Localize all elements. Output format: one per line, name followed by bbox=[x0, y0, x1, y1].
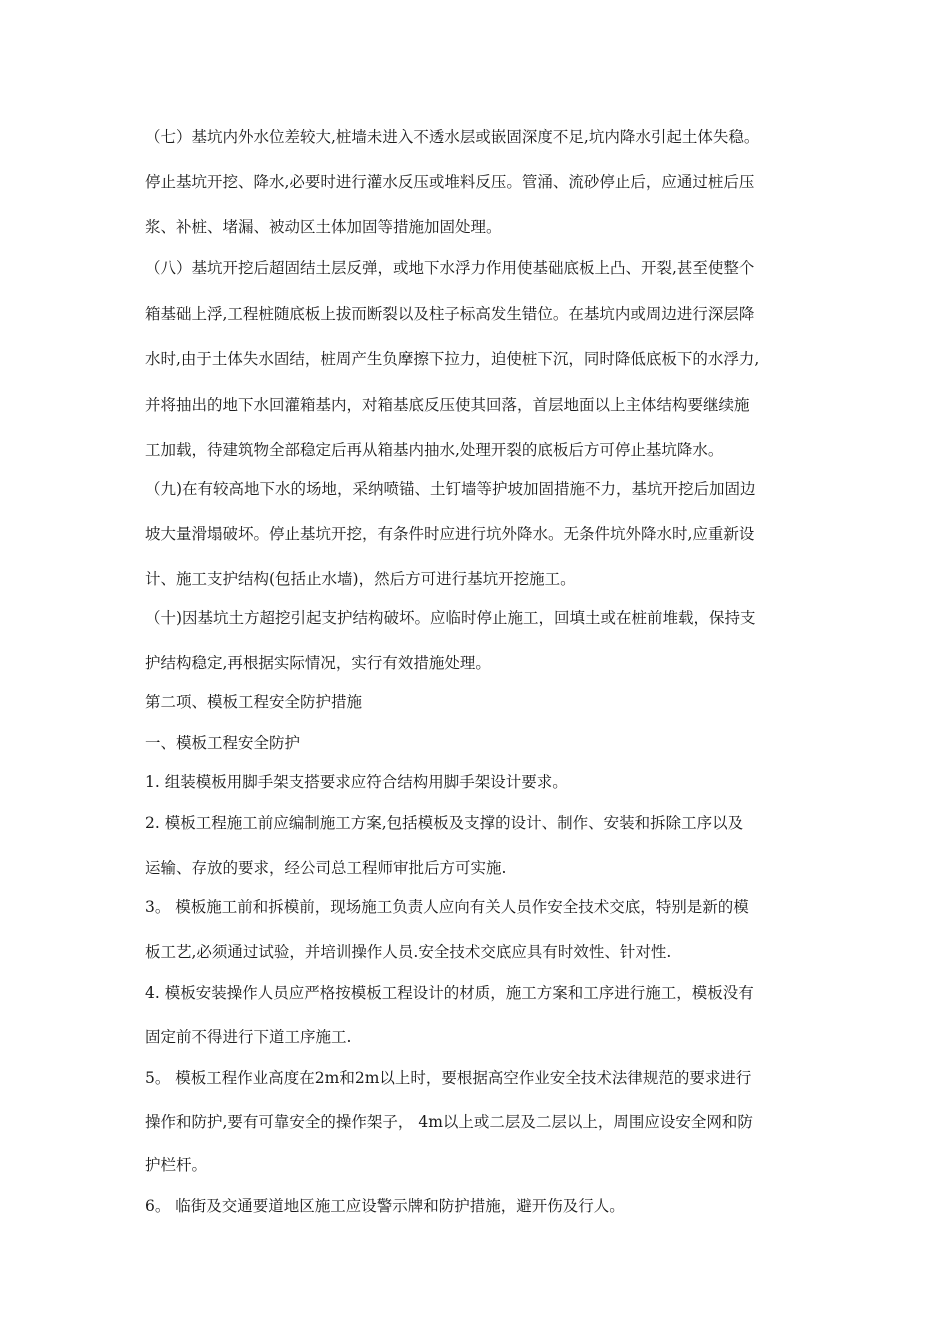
text-line: 护栏杆。 bbox=[145, 1156, 208, 1174]
text-line: 并将抽出的地下水回灌箱基内，对箱基底反压使其回落，首层地面以上主体结构要继续施 bbox=[145, 396, 750, 414]
text-line: （十)因基坑土方超挖引起支护结构破坏。应临时停止施工，回填土或在桩前堆载，保持支 bbox=[145, 609, 756, 627]
text-line: 板工艺,必须通过试验，并培训操作人员.安全技术交底应具有时效性、针对性. bbox=[145, 943, 672, 961]
text-line: 坡大量滑塌破坏。停止基坑开挖，有条件时应进行坑外降水。无条件坑外降水时,应重新设 bbox=[145, 525, 755, 543]
text-line: 2. 模板工程施工前应编制施工方案,包括模板及支撑的设计、制作、安装和拆除工序以及 bbox=[145, 814, 744, 832]
text-line: 3。 模板施工前和拆模前，现场施工负责人应向有关人员作安全技术交底，特别是新的模 bbox=[145, 898, 749, 916]
text-line: 护结构稳定,再根据实际情况，实行有效措施处理。 bbox=[145, 654, 491, 672]
text-line: 计、施工支护结构(包括止水墙)，然后方可进行基坑开挖施工。 bbox=[145, 570, 576, 588]
text-line: 停止基坑开挖、降水,必要时进行灌水反压或堆料反压。管涌、流砂停止后，应通过桩后压 bbox=[145, 173, 755, 191]
text-line: 6。 临街及交通要道地区施工应设警示牌和防护措施，避开伤及行人。 bbox=[145, 1197, 625, 1215]
text-line: 5。 模板工程作业高度在2m和2m以上时，要根据高空作业安全技术法律规范的要求进行 bbox=[145, 1069, 752, 1087]
text-line: 工加载，待建筑物全部稳定后再从箱基内抽水,处理开裂的底板后方可停止基坑降水。 bbox=[145, 441, 724, 459]
text-line: （九)在有较高地下水的场地，采纳喷锚、土钉墙等护坡加固措施不力，基坑开挖后加固边 bbox=[145, 480, 756, 498]
text-line: 4. 模板安装操作人员应严格按模板工程设计的材质，施工方案和工序进行施工，模板没有 bbox=[145, 984, 754, 1002]
text-line: （七）基坑内外水位差较大,桩墙未进入不透水层或嵌固深度不足,坑内降水引起土体失稳。 bbox=[145, 128, 760, 146]
text-line: 箱基础上浮,工程桩随底板上拔而断裂以及柱子标高发生错位。在基坑内或周边进行深层降 bbox=[145, 305, 755, 323]
subsection-heading: 一、模板工程安全防护 bbox=[145, 734, 301, 752]
text-line: 运输、存放的要求，经公司总工程师审批后方可实施. bbox=[145, 859, 507, 877]
text-line: （八）基坑开挖后超固结土层反弹，或地下水浮力作用使基础底板上凸、开裂,甚至使整个 bbox=[145, 259, 755, 277]
text-line: 1. 组装模板用脚手架支搭要求应符合结构用脚手架设计要求。 bbox=[145, 773, 568, 791]
text-line: 浆、补桩、堵漏、被动区土体加固等措施加固处理。 bbox=[145, 218, 502, 236]
section-heading: 第二项、模板工程安全防护措施 bbox=[145, 693, 363, 711]
text-line: 水时,由于土体失水固结，桩周产生负摩擦下拉力，迫使桩下沉，同时降低底板下的水浮力, bbox=[145, 350, 760, 368]
text-line: 固定前不得进行下道工序施工. bbox=[145, 1028, 352, 1046]
text-line: 操作和防护,要有可靠安全的操作架子， 4m以上或二层及二层以上，周围应设安全网和防 bbox=[145, 1113, 753, 1131]
